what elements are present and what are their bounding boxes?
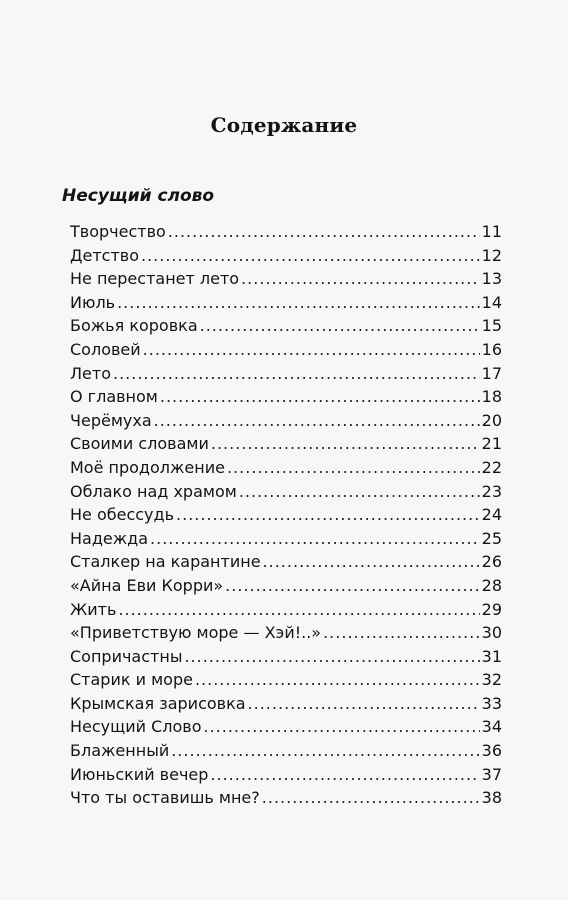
toc-entry: [70, 267, 502, 291]
toc-entry: [70, 621, 502, 645]
toc-entry-title: О главном: [70, 387, 158, 407]
toc-entry: [70, 527, 502, 551]
toc-entry: [70, 220, 502, 244]
toc-entry-title: Блаженный: [70, 741, 170, 761]
dot-leader: [211, 432, 480, 456]
dot-leader: [171, 739, 479, 763]
toc-entry-title: Июньский вечер: [70, 764, 209, 784]
dot-leader: [239, 480, 480, 504]
toc-entry-page-number: 25: [481, 528, 502, 548]
toc-entry-page-number: 14: [481, 292, 502, 312]
toc-entry: [70, 692, 502, 716]
toc-entry-page-number: 13: [481, 269, 502, 289]
toc-entry-page-number: 38: [481, 788, 502, 808]
toc-entry-page-number: 33: [481, 693, 502, 713]
dot-leader: [154, 409, 480, 433]
toc-entry-title: Несущий Слово: [70, 717, 202, 737]
toc-entry-page-number: 34: [481, 717, 502, 737]
toc-entry-page-number: 21: [481, 434, 502, 454]
toc-entry-page-number: 16: [481, 339, 502, 359]
toc-entry-page-number: 28: [481, 575, 502, 595]
dot-leader: [150, 527, 480, 551]
toc-entry-page-number: 22: [481, 457, 502, 477]
toc-entry-page-number: 29: [481, 599, 502, 619]
toc-entry: [70, 598, 502, 622]
dot-leader: [210, 763, 479, 787]
toc-entry: [70, 786, 502, 810]
toc-entry-title: Старик и море: [70, 670, 193, 690]
toc-entry: [70, 456, 502, 480]
dot-leader: [248, 692, 480, 716]
toc-entry-title: «Айна Еви Корри»: [70, 575, 224, 595]
table-of-contents: [70, 220, 502, 810]
toc-entry-title: Надежда: [70, 528, 149, 548]
toc-entry: [70, 291, 502, 315]
dot-leader: [160, 385, 480, 409]
toc-entry: [70, 480, 502, 504]
toc-entry-page-number: 15: [481, 316, 502, 336]
toc-entry-title: Божья коровка: [70, 316, 198, 336]
toc-entry-page-number: 24: [481, 505, 502, 525]
toc-entry-title: Соловей: [70, 339, 141, 359]
toc-entry: [70, 715, 502, 739]
dot-leader: [263, 550, 480, 574]
toc-entry-page-number: 30: [481, 623, 502, 643]
toc-entry: [70, 739, 502, 763]
dot-leader: [184, 645, 479, 669]
toc-entry-page-number: 12: [481, 245, 502, 265]
dot-leader: [262, 786, 480, 810]
dot-leader: [118, 598, 479, 622]
toc-entry: [70, 338, 502, 362]
toc-entry-title: Сталкер на карантине: [70, 552, 261, 572]
toc-entry: [70, 244, 502, 268]
toc-entry-title: Облако над храмом: [70, 481, 237, 501]
toc-entry: [70, 763, 502, 787]
toc-entry-title: Детство: [70, 245, 139, 265]
dot-leader: [225, 574, 479, 598]
section-heading: Несущий слово: [62, 186, 215, 206]
toc-entry-title: Сопричастны: [70, 646, 183, 666]
toc-entry-title: Не перестанет лето: [70, 269, 240, 289]
toc-entry: [70, 385, 502, 409]
toc-entry-page-number: 32: [481, 670, 502, 690]
toc-entry: [70, 503, 502, 527]
dot-leader: [241, 267, 480, 291]
dot-leader: [141, 244, 480, 268]
toc-entry-title: Творчество: [70, 222, 166, 241]
dot-leader: [204, 715, 480, 739]
dot-leader: [195, 668, 480, 692]
toc-entry-page-number: 17: [481, 363, 502, 383]
dot-leader: [176, 503, 480, 527]
dot-leader: [143, 338, 480, 362]
toc-entry-title: Жить: [70, 599, 117, 619]
dot-leader: [227, 456, 480, 480]
dot-leader: [323, 621, 480, 645]
toc-entry: [70, 362, 502, 386]
toc-entry-title: «Приветствую море — Хэй!..»: [70, 623, 322, 643]
toc-entry: [70, 409, 502, 433]
toc-entry: [70, 432, 502, 456]
toc-entry-title: Июль: [70, 292, 116, 312]
toc-entry-page-number: 23: [481, 481, 502, 501]
toc-entry-page-number: 20: [481, 410, 502, 430]
toc-entry-title: Не обессудь: [70, 505, 175, 525]
toc-entry-page-number: 31: [481, 646, 502, 666]
toc-entry-title: Лето: [70, 363, 111, 383]
toc-entry-page-number: 11: [481, 222, 502, 241]
dot-leader: [200, 314, 480, 338]
toc-entry: [70, 574, 502, 598]
toc-entry-page-number: 18: [481, 387, 502, 407]
toc-entry: [70, 550, 502, 574]
toc-entry: [70, 668, 502, 692]
dot-leader: [117, 291, 480, 315]
toc-entry-title: Что ты оставишь мне?: [70, 788, 260, 808]
toc-entry: [70, 314, 502, 338]
dot-leader: [113, 362, 480, 386]
toc-entry-title: Крымская зарисовка: [70, 693, 246, 713]
toc-entry-title: Своими словами: [70, 434, 209, 454]
toc-entry-page-number: 26: [481, 552, 502, 572]
toc-entry-page-number: 37: [481, 764, 502, 784]
toc-entry-title: Моё продолжение: [70, 457, 225, 477]
page-title: Содержание: [210, 113, 358, 137]
dot-leader: [168, 220, 480, 244]
toc-entry-title: Черёмуха: [70, 410, 152, 430]
toc-entry: [70, 645, 502, 669]
toc-entry-page-number: 36: [481, 741, 502, 761]
